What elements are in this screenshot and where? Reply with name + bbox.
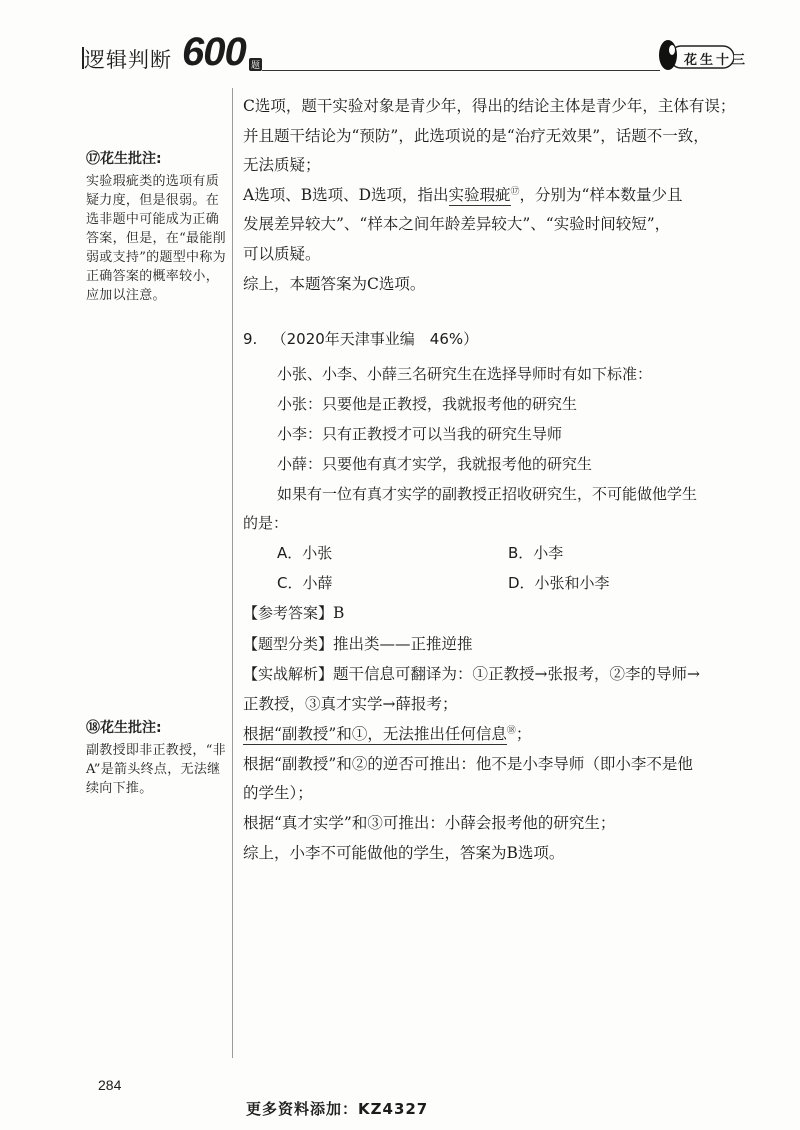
text: ； [515,725,532,743]
question-number: 9. [243,330,258,348]
note-text: 副教授即非正教授，“非A”是箭头终点，无法继续向下推。 [86,743,226,796]
note-ref: ⑱ [506,725,516,736]
analysis-line: 根据“副教授”和②的逆否可推出：他不是小李导师（即小李不是他 [243,755,693,773]
underlined-sentence: 根据“副教授”和①，无法推出任何信息 [243,725,507,743]
page-number: 284 [98,1077,122,1093]
underlined-term: 实验瑕疵 [448,186,511,204]
book-title: 逻辑判断 [84,48,172,72]
analysis-line [243,722,531,744]
question-header [243,328,478,349]
question-source: （2020年天津事业编 46%） [271,330,479,348]
book-number: 600 [182,30,246,74]
analysis-line: 根据“真才实学”和③可推出：小薛会报考他的研究生； [243,814,616,832]
option-c: C．小薛 [277,574,333,592]
analysis-start [243,662,700,684]
margin-note-18 [86,719,226,798]
value: 推出类——正推逆推 [333,635,473,653]
analysis-line: C选项，题干实验对象是青少年，得出的结论主体是青少年，主体有误； [243,97,736,115]
note-ref: ⑰ [510,186,520,197]
analysis-line: 可以质疑。 [243,245,321,263]
option-a: A．小张 [277,544,333,562]
note-heading: ⑱花生批注: [86,720,162,736]
text: A选项、B选项、D选项，指出 [243,186,449,204]
analysis-line: 的学生）； [243,784,313,802]
option-b: B．小李 [508,544,564,562]
analysis-line: 综上，本题答案为C选项。 [243,275,426,293]
text: ，分别为“样本数量少且 [519,186,683,204]
question-statement: 小李：只有正教授才可以当我的研究生导师 [277,425,563,443]
question-statement: 小张：只要他是正教授，我就报考他的研究生 [277,395,578,413]
question-statement: 小薛：只要他有真才实学，我就报考他的研究生 [277,455,593,473]
question-intro: 小张、小李、小薛三名研究生在选择导师时有如下标准： [277,365,653,383]
analysis-line: 无法质疑； [243,156,321,174]
margin-divider [232,88,233,1058]
label: 【题型分类】 [243,635,334,653]
value: B [333,604,345,622]
question-type [243,632,473,654]
footer-note: 更多资料添加：KZ4327 [246,1100,429,1118]
header-rule [262,70,660,71]
label: 【参考答案】 [243,604,334,622]
analysis-line [243,183,682,205]
analysis-line: 发展差异较大”、“样本之间年龄差异较大”、“实验时间较短”， [243,215,671,233]
question-stem: 如果有一位有真才实学的副教授正招收研究生，不可能做他学生 [277,485,698,503]
reference-answer [243,602,344,623]
question-stem: 的是： [243,514,289,532]
header-badge: 花生十三 [684,53,749,68]
analysis-line: 并且题干结论为“预防”，此选项说的是“治疗无效果”，话题不一致， [243,127,709,145]
analysis-line: 综上，小李不可能做他的学生，答案为B选项。 [243,844,565,862]
book-unit: 题 [249,58,262,71]
label: 【实战解析】 [243,665,334,683]
value: 题干信息可翻译为：①正教授→张报考，②李的导师→ [333,665,700,683]
note-text: 实验瑕疵类的选项有质疑力度，但是很弱。在选非题中可能成为正确答案，但是，在“最能削弱或支持”的题型中称为正确答案的概率较小，应加以注意。 [86,174,226,303]
analysis-line: 正教授，③真才实学→薛报考； [243,695,458,713]
option-d: D．小张和小李 [508,574,610,592]
margin-note-17 [86,150,226,305]
note-heading: ⑰花生批注: [86,151,162,167]
